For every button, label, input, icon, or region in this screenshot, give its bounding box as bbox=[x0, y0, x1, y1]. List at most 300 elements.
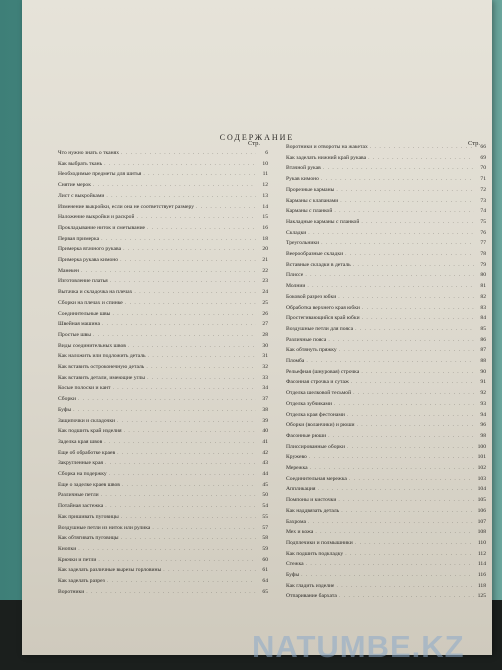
toc-leader-dots bbox=[148, 353, 256, 360]
toc-entry bbox=[286, 143, 486, 151]
toc-entry-title: Накладные карманы с планкой bbox=[286, 218, 360, 225]
toc-entry-title: Защипочки и складочки bbox=[58, 417, 116, 424]
toc-title: СОДЕРЖАНИЕ bbox=[219, 133, 295, 142]
toc-entry-page: 112 bbox=[477, 550, 486, 557]
toc-entry-title: Простые швы bbox=[58, 331, 92, 338]
toc-entry-title: Буфы bbox=[58, 406, 72, 413]
toc-entry-page: 71 bbox=[480, 176, 486, 183]
toc-entry-page: 27 bbox=[262, 321, 268, 328]
toc-leader-dots bbox=[357, 422, 475, 429]
toc-entry-page: 96 bbox=[480, 422, 486, 429]
toc-leader-dots bbox=[318, 486, 475, 493]
toc-entry-title: Кнопки bbox=[58, 545, 77, 552]
toc-entry-title: Необходимые предметы для шитья bbox=[58, 171, 142, 178]
toc-entry-page: 118 bbox=[477, 582, 486, 589]
toc-entry-title: Сборки bbox=[58, 396, 76, 403]
toc-entry bbox=[286, 336, 486, 344]
toc-entry-title: Простегивающийся край юбки bbox=[286, 315, 360, 322]
toc-entry-page: 74 bbox=[480, 208, 486, 215]
toc-entry-page: 40 bbox=[262, 428, 268, 435]
toc-entry-title: Мережка bbox=[286, 465, 308, 471]
toc-entry-title: Фасонная строчка и сутаж bbox=[286, 379, 349, 386]
toc-leader-dots bbox=[338, 294, 474, 301]
toc-entry-page: 125 bbox=[477, 593, 486, 600]
toc-entry bbox=[58, 352, 268, 360]
toc-entry bbox=[58, 534, 268, 542]
toc-entry-title: Первая примерка bbox=[58, 235, 100, 242]
toc-leader-dots bbox=[121, 535, 256, 542]
toc-leader-dots bbox=[121, 514, 256, 521]
toc-entry-page: 66 bbox=[480, 144, 486, 150]
toc-entry bbox=[58, 320, 268, 328]
toc-entry-page: 55 bbox=[262, 513, 268, 520]
toc-entry-title: Как заделать разрез bbox=[58, 578, 105, 584]
toc-entry-page: 94 bbox=[480, 411, 486, 418]
toc-entry-title: Рукав кимоно bbox=[286, 176, 319, 183]
toc-leader-dots bbox=[347, 412, 474, 419]
toc-entry bbox=[58, 374, 268, 382]
toc-entry-title: Отделка шелковой тесьмой bbox=[286, 390, 352, 397]
toc-leader-dots bbox=[351, 379, 474, 386]
toc-entry bbox=[58, 384, 268, 392]
toc-entry bbox=[58, 556, 268, 564]
toc-entry-title: Отделка зубчиками bbox=[286, 400, 332, 407]
toc-entry bbox=[58, 213, 268, 221]
toc-leader-dots bbox=[353, 262, 474, 269]
toc-entry-title: Воздушные петли для пояса bbox=[286, 325, 354, 332]
toc-leader-dots bbox=[355, 540, 474, 547]
toc-leader-dots bbox=[86, 589, 256, 596]
toc-entry bbox=[58, 363, 268, 371]
toc-entry bbox=[286, 239, 486, 247]
toc-entry-page: 82 bbox=[480, 293, 486, 300]
toc-leader-dots bbox=[117, 450, 256, 457]
toc-entry-page: 98 bbox=[480, 432, 486, 439]
toc-entry bbox=[286, 528, 486, 536]
toc-leader-dots bbox=[323, 165, 474, 172]
toc-entry-page: 13 bbox=[262, 192, 268, 199]
toc-entry bbox=[58, 524, 268, 532]
toc-leader-dots bbox=[101, 492, 256, 499]
toc-entry-page: 58 bbox=[262, 535, 268, 542]
toc-entry-title: Как наддвязать деталь bbox=[286, 507, 340, 514]
toc-entry-title: Вытачка и складочка на плечах bbox=[58, 289, 133, 296]
toc-leader-dots bbox=[112, 311, 256, 318]
toc-entry-page: 14 bbox=[262, 203, 268, 210]
toc-entry bbox=[58, 235, 268, 243]
toc-entry-page: 75 bbox=[480, 218, 486, 225]
toc-entry bbox=[286, 389, 486, 397]
toc-entry-title: Мех и кожа bbox=[286, 529, 314, 536]
toc-entry bbox=[58, 449, 268, 457]
toc-entry bbox=[286, 475, 486, 483]
toc-entry-page: 102 bbox=[477, 465, 486, 471]
toc-entry-title: Воздушные петли из ниток или рулика bbox=[58, 524, 151, 531]
toc-entry-page: 60 bbox=[262, 556, 268, 563]
toc-entry-title: Отпаривание бархата bbox=[286, 593, 337, 600]
toc-leader-dots bbox=[315, 529, 474, 536]
toc-entry-title: Сборка на подержку bbox=[58, 471, 107, 477]
toc-entry bbox=[286, 432, 486, 440]
toc-entry-page: 54 bbox=[262, 503, 268, 510]
toc-entry-page: 103 bbox=[477, 475, 486, 482]
toc-entry-title: Складки bbox=[286, 229, 307, 236]
book-page bbox=[22, 0, 492, 655]
toc-entry-title: Как наложить или подложить деталь bbox=[58, 353, 146, 360]
toc-entry bbox=[286, 464, 486, 472]
toc-entry-title: Карманы с планкой bbox=[286, 208, 333, 215]
toc-entry-title: Примерка рукава кимоно bbox=[58, 257, 119, 263]
toc-entry bbox=[286, 197, 486, 205]
toc-entry-page: 42 bbox=[262, 449, 268, 456]
toc-entry bbox=[286, 250, 486, 258]
toc-entry bbox=[58, 192, 268, 200]
toc-entry-page: 28 bbox=[262, 331, 268, 338]
toc-entry-page: 104 bbox=[477, 486, 486, 493]
toc-entry-title: Прокладывание ниток и сметывание bbox=[58, 224, 146, 231]
toc-entry bbox=[58, 267, 268, 275]
toc-leader-dots bbox=[347, 444, 474, 451]
toc-entry bbox=[286, 378, 486, 386]
toc-entry bbox=[286, 368, 486, 376]
toc-entry bbox=[58, 245, 268, 253]
toc-entry bbox=[58, 342, 268, 350]
toc-leader-dots bbox=[345, 251, 474, 258]
toc-entry-page: 39 bbox=[262, 417, 268, 424]
toc-entry-title: Изготовление платья bbox=[58, 278, 108, 285]
toc-entry bbox=[286, 453, 486, 461]
toc-leader-dots bbox=[106, 193, 256, 200]
toc-entry bbox=[286, 518, 486, 526]
toc-entry-page: 92 bbox=[480, 390, 486, 397]
toc-entry-page: 61 bbox=[262, 567, 268, 574]
toc-entry-title: Отделка края фестонами bbox=[286, 411, 345, 418]
toc-leader-dots bbox=[301, 572, 474, 579]
toc-entry-page: 65 bbox=[262, 588, 268, 595]
toc-entry-title: Соединительная мережка bbox=[286, 475, 347, 482]
toc-entry-title: Плиссированные оборки bbox=[286, 443, 346, 450]
toc-entry-title: Прорезные карманы bbox=[286, 186, 335, 193]
toc-entry-page: 107 bbox=[477, 518, 486, 525]
toc-entry-page: 78 bbox=[480, 251, 486, 257]
toc-entry-page: 77 bbox=[480, 240, 486, 247]
toc-entry bbox=[286, 411, 486, 419]
toc-entry-page: 105 bbox=[477, 497, 486, 504]
toc-leader-dots bbox=[117, 418, 256, 425]
toc-entry bbox=[58, 277, 268, 285]
toc-entry-page: 37 bbox=[262, 396, 268, 403]
toc-entry-title: Примерка втачного рукава bbox=[58, 246, 122, 253]
toc-entry-title: Боковой разрез юбки bbox=[286, 293, 337, 300]
toc-entry-title: Вставные складки в деталь bbox=[286, 261, 351, 268]
toc-leader-dots bbox=[78, 396, 256, 403]
toc-entry bbox=[58, 588, 268, 596]
toc-entry bbox=[286, 293, 486, 301]
toc-entry-title: Рельефная (шнуровая) строчка bbox=[286, 368, 360, 375]
toc-entry bbox=[286, 421, 486, 429]
toc-leader-dots bbox=[345, 551, 474, 558]
toc-entry-page: 26 bbox=[262, 310, 268, 317]
toc-entry-title: Еще о заделке краев швов bbox=[58, 481, 120, 488]
toc-leader-dots bbox=[110, 278, 256, 285]
toc-entry-title: Манекен bbox=[58, 267, 79, 274]
toc-entry-page: 23 bbox=[262, 278, 268, 285]
toc-leader-dots bbox=[370, 144, 474, 151]
toc-leader-dots bbox=[78, 546, 256, 553]
toc-leader-dots bbox=[309, 454, 474, 461]
toc-entry bbox=[58, 470, 268, 478]
toc-entry-page: 15 bbox=[262, 214, 268, 221]
toc-entry bbox=[286, 560, 486, 568]
toc-entry-title: Аппликация bbox=[286, 486, 316, 493]
toc-entry-title: Как вставить детали, имеющие углы bbox=[58, 374, 146, 381]
toc-leader-dots bbox=[339, 593, 474, 600]
toc-entry bbox=[286, 271, 486, 279]
toc-leader-dots bbox=[334, 401, 474, 408]
toc-entry-page: 84 bbox=[480, 315, 486, 322]
toc-entry-title: Треугольники bbox=[286, 240, 320, 247]
toc-leader-dots bbox=[81, 268, 256, 275]
toc-leader-dots bbox=[305, 272, 474, 279]
toc-entry bbox=[58, 149, 268, 157]
toc-entry-page: 108 bbox=[477, 529, 486, 536]
toc-entry-title: Швейная машина bbox=[58, 321, 100, 328]
toc-entry bbox=[286, 346, 486, 354]
toc-leader-dots bbox=[321, 176, 474, 183]
toc-leader-dots bbox=[361, 219, 474, 226]
toc-entry-title: Виды соединительных швов bbox=[58, 342, 126, 349]
toc-entry bbox=[58, 481, 268, 489]
toc-leader-dots bbox=[368, 155, 474, 162]
toc-entry-title: Воротники bbox=[58, 588, 85, 595]
toc-entry-page: 6 bbox=[265, 150, 268, 156]
toc-entry-page: 85 bbox=[480, 325, 486, 332]
toc-entry-page: 59 bbox=[262, 545, 268, 552]
toc-entry-page: 69 bbox=[480, 154, 486, 161]
toc-leader-dots bbox=[143, 171, 256, 178]
toc-leader-dots bbox=[98, 557, 256, 564]
toc-entry-page: 83 bbox=[480, 304, 486, 311]
toc-leader-dots bbox=[128, 343, 256, 350]
toc-entry bbox=[58, 224, 268, 232]
toc-leader-dots bbox=[334, 208, 474, 215]
toc-entry-title: Различные петли bbox=[58, 492, 99, 499]
toc-leader-dots bbox=[107, 578, 256, 585]
toc-entry-page: 80 bbox=[480, 272, 486, 279]
toc-entry-title: Как обтянуть пряжку bbox=[286, 347, 337, 354]
toc-entry-title: Помпоны и кисточки bbox=[286, 497, 337, 504]
toc-entry bbox=[58, 459, 268, 467]
toc-entry-page: 114 bbox=[477, 561, 486, 568]
toc-entry-title: Подплечики и полмышники bbox=[286, 539, 353, 546]
toc-leader-dots bbox=[147, 225, 256, 232]
toc-entry-page: 32 bbox=[262, 364, 268, 370]
toc-leader-dots bbox=[146, 364, 256, 371]
toc-leader-dots bbox=[124, 428, 256, 435]
toc-entry bbox=[286, 357, 486, 365]
toc-leader-dots bbox=[339, 347, 474, 354]
toc-entry-page: 50 bbox=[262, 492, 268, 499]
toc-entry-title: Крючки и петли bbox=[58, 556, 97, 563]
toc-entry-page: 93 bbox=[480, 400, 486, 407]
toc-entry bbox=[286, 485, 486, 493]
toc-leader-dots bbox=[336, 583, 474, 590]
toc-entry-page: 100 bbox=[477, 443, 486, 450]
toc-leader-dots bbox=[308, 519, 474, 526]
toc-leader-dots bbox=[93, 182, 256, 189]
toc-entry-title: Сборки на плечах и спинке bbox=[58, 299, 123, 306]
toc-entry bbox=[286, 261, 486, 269]
toc-entry bbox=[286, 539, 486, 547]
toc-leader-dots bbox=[310, 465, 474, 472]
toc-entry-page: 38 bbox=[262, 406, 268, 413]
toc-entry bbox=[58, 310, 268, 318]
toc-entry bbox=[58, 417, 268, 425]
toc-entry-title: Молнии bbox=[286, 283, 306, 290]
toc-entry-title: Лист с выкройками bbox=[58, 192, 105, 199]
toc-leader-dots bbox=[113, 385, 257, 392]
toc-entry-title: Как заделать нижний край рукава bbox=[286, 154, 367, 161]
toc-entry-title: Соединительные швы bbox=[58, 310, 111, 317]
toc-entry-page: 25 bbox=[262, 299, 268, 306]
toc-entry-title: Наложение выкройки и раскрой bbox=[58, 214, 135, 221]
toc-entry-page: 43 bbox=[262, 460, 268, 467]
toc-entry bbox=[58, 502, 268, 510]
toc-entry-page: 87 bbox=[480, 347, 486, 354]
toc-entry-title: Различные пояса bbox=[286, 336, 327, 343]
toc-entry-title: Фасонные рюши bbox=[286, 432, 327, 439]
toc-leader-dots bbox=[306, 561, 474, 568]
toc-entry-page: 86 bbox=[480, 336, 486, 343]
toc-leader-dots bbox=[340, 198, 474, 205]
toc-entry bbox=[286, 507, 486, 515]
toc-entry bbox=[58, 406, 268, 414]
toc-entry-page: 12 bbox=[262, 182, 268, 189]
toc-entry-title: Пломба bbox=[286, 358, 305, 364]
toc-entry-title: Косые полоски и кант bbox=[58, 385, 111, 392]
toc-entry-page: 44 bbox=[262, 471, 268, 477]
toc-leader-dots bbox=[341, 508, 474, 515]
toc-entry-title: Заделка края швов bbox=[58, 438, 103, 445]
toc-entry-page: 45 bbox=[262, 481, 268, 488]
toc-leader-dots bbox=[104, 161, 256, 168]
toc-entry-page: 30 bbox=[262, 342, 268, 349]
toc-leader-dots bbox=[109, 471, 256, 478]
toc-leader-dots bbox=[123, 246, 256, 253]
toc-entry-title: Стежка bbox=[286, 561, 304, 568]
toc-entry-page: 76 bbox=[480, 229, 486, 236]
page-column-header: Стр. bbox=[467, 140, 480, 147]
toc-entry-title: Веерообразные складки bbox=[286, 251, 344, 257]
toc-entry bbox=[286, 218, 486, 226]
toc-leader-dots bbox=[125, 300, 256, 307]
toc-entry bbox=[58, 170, 268, 178]
toc-entry-title: Еще об обработке краев bbox=[58, 449, 116, 456]
toc-entry-title: Оборки (воланчики) и рюши bbox=[286, 422, 355, 429]
toc-entry-title: Как выбрать ткань bbox=[58, 160, 103, 167]
toc-entry-page: 21 bbox=[262, 257, 268, 263]
toc-leader-dots bbox=[93, 332, 256, 339]
toc-entry bbox=[286, 592, 486, 600]
toc-leader-dots bbox=[321, 240, 474, 247]
toc-leader-dots bbox=[163, 567, 256, 574]
toc-entry-title: Закругленные края bbox=[58, 460, 104, 467]
toc-entry-page: 20 bbox=[262, 246, 268, 253]
toc-entry bbox=[58, 491, 268, 499]
toc-entry-page: 64 bbox=[262, 578, 268, 584]
toc-entry bbox=[286, 314, 486, 322]
toc-entry-title: Бахрома bbox=[286, 518, 306, 525]
toc-entry-page: 22 bbox=[262, 267, 268, 274]
toc-entry-page: 90 bbox=[480, 368, 486, 375]
toc-entry bbox=[286, 282, 486, 290]
page-column-header: Стр. bbox=[247, 140, 260, 147]
toc-entry-title: Снятие мерок bbox=[58, 182, 91, 189]
toc-entry-title: Что нужно знать о тканях bbox=[58, 150, 120, 156]
toc-entry-page: 101 bbox=[477, 454, 486, 461]
toc-leader-dots bbox=[336, 187, 474, 194]
toc-entry bbox=[58, 299, 268, 307]
toc-leader-dots bbox=[121, 150, 256, 157]
toc-leader-dots bbox=[102, 321, 256, 328]
toc-entry-page: 81 bbox=[480, 283, 486, 290]
toc-entry bbox=[286, 304, 486, 312]
toc-entry bbox=[286, 400, 486, 408]
toc-leader-dots bbox=[122, 482, 256, 489]
toc-entry-title: Буфы bbox=[286, 572, 300, 578]
toc-leader-dots bbox=[134, 289, 256, 296]
toc-leader-dots bbox=[362, 305, 474, 312]
toc-leader-dots bbox=[136, 214, 256, 221]
toc-leader-dots bbox=[104, 439, 256, 446]
toc-entry-title: Изменение выкройки, если она не соответствует размеру bbox=[58, 203, 195, 210]
toc-entry-page: 34 bbox=[262, 385, 268, 392]
toc-entry bbox=[58, 395, 268, 403]
toc-leader-dots bbox=[353, 390, 474, 397]
toc-leader-dots bbox=[105, 460, 256, 467]
toc-entry bbox=[58, 181, 268, 189]
toc-entry bbox=[58, 438, 268, 446]
toc-entry-page: 91 bbox=[480, 379, 486, 386]
toc-entry bbox=[58, 545, 268, 553]
toc-leader-dots bbox=[307, 283, 474, 290]
toc-entry-page: 116 bbox=[477, 572, 486, 578]
toc-entry bbox=[286, 550, 486, 558]
toc-entry bbox=[286, 496, 486, 504]
toc-entry bbox=[286, 164, 486, 172]
toc-leader-dots bbox=[101, 236, 256, 243]
toc-entry bbox=[286, 325, 486, 333]
toc-leader-dots bbox=[120, 257, 256, 264]
toc-entry-title: Обработка верхнего края юбки bbox=[286, 304, 360, 311]
toc-entry bbox=[286, 582, 486, 590]
toc-entry-title: Как вставить остроконечную деталь bbox=[58, 364, 145, 370]
toc-entry bbox=[58, 288, 268, 296]
toc-entry bbox=[58, 331, 268, 339]
toc-entry bbox=[58, 427, 268, 435]
toc-entry-title: Как заделать различные вырезы горловины bbox=[58, 567, 162, 574]
toc-entry-title: Карманы с клапанами bbox=[286, 197, 339, 204]
toc-entry-page: 33 bbox=[262, 374, 268, 381]
toc-entry-page: 110 bbox=[477, 539, 486, 546]
toc-leader-dots bbox=[147, 375, 256, 382]
toc-entry-page: 18 bbox=[262, 235, 268, 242]
toc-entry-page: 24 bbox=[262, 289, 268, 296]
toc-entry-page: 41 bbox=[262, 438, 268, 445]
toc-entry-title: Как подшить край изделия bbox=[58, 428, 122, 435]
toc-entry bbox=[58, 203, 268, 211]
toc-entry-title: Как пришивать пуговицы bbox=[58, 513, 119, 520]
